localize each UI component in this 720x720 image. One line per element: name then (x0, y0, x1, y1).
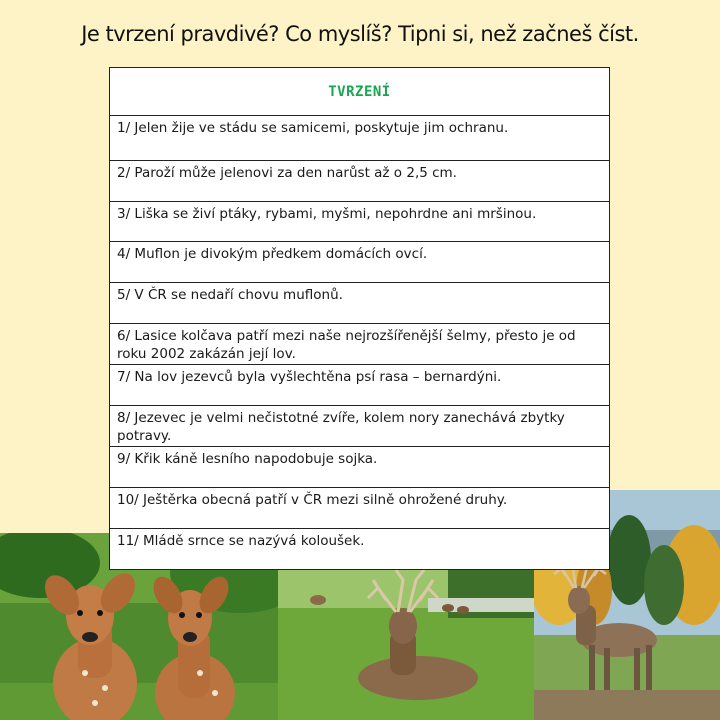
page-title: Je tvrzení pravdivé? Co myslíš? Tipni si, než začneš číst. (81, 22, 639, 46)
statements-table (109, 67, 610, 570)
table-header: TVRZENÍ (110, 68, 609, 116)
statement-row-11: 11/ Mládě srnce se nazývá koloušek. (117, 533, 365, 549)
statement-row-4: 4/ Muflon je divokým předkem domácích ovcí. (110, 242, 609, 283)
statement-row-5: 5/ V ČR se nedaří chovu muflonů. (110, 283, 609, 324)
statement-row-6: 6/ Lasice kolčava patří mezi naše nejrozšířenější šelmy, přesto je od roku 2002 zakázán její lov. (110, 324, 609, 365)
statement-row-2: 2/ Paroží může jelenovi za den narůst až o 2,5 cm. (110, 161, 609, 202)
statement-row-9: 9/ Křik káně lesního napodobuje sojka. (110, 447, 609, 488)
statement-row-3: 3/ Liška se živí ptáky, rybami, myšmi, nepohrdne ani mršinou. (110, 202, 609, 242)
resting-stag-photo (278, 568, 540, 720)
statement-row-8: 8/ Jezevec je velmi nečistotné zvíře, kolem nory zanechává zbytky potravy. (110, 406, 609, 447)
statement-row-7: 7/ Na lov jezevců byla vyšlechtěna psí rasa – bernardýni. (110, 365, 609, 406)
statement-row-1: 1/ Jelen žije ve stádu se samicemi, poskytuje jim ochranu. (110, 116, 609, 161)
statement-row-10: 10/ Ještěrka obecná patří v ČR mezi silně ohrožené druhy. (110, 488, 609, 529)
